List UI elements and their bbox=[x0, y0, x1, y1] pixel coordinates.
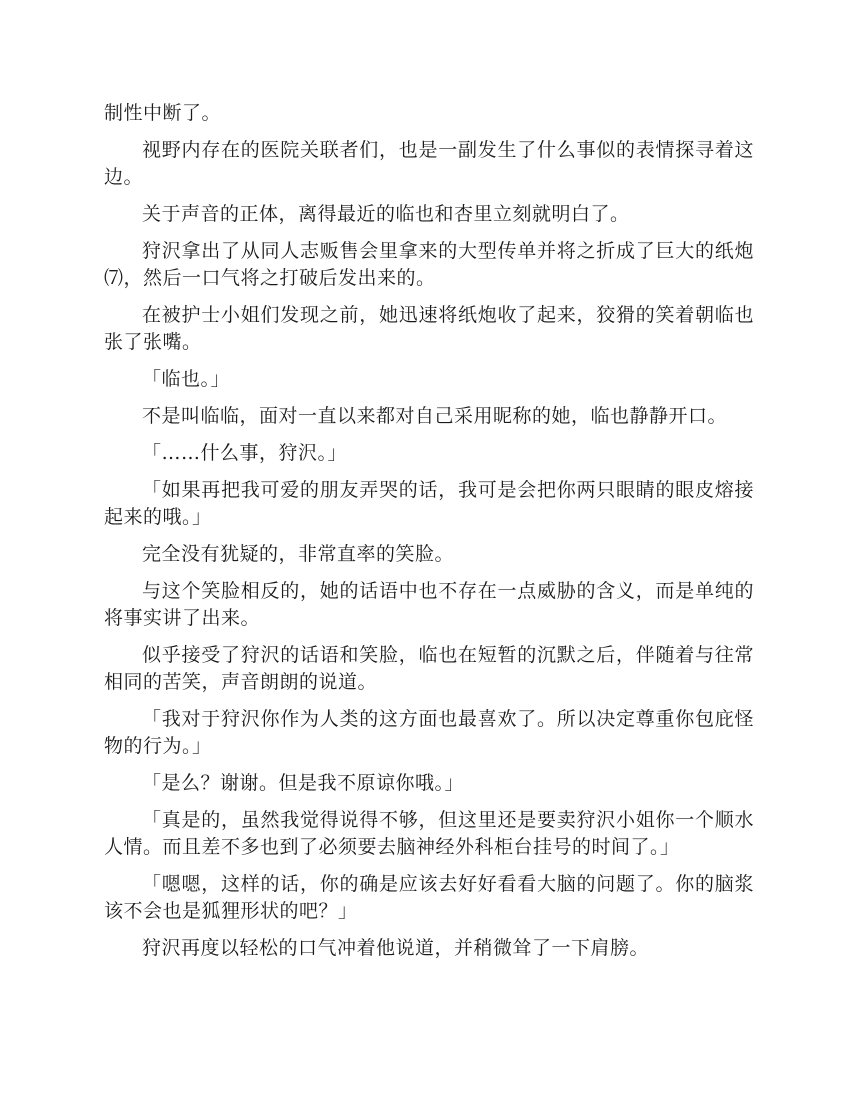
paragraph: 不是叫临临，面对一直以来都对自己采用昵称的她，临也静静开口。 bbox=[142, 405, 728, 427]
paragraph: 「真是的，虽然我觉得说得不够，但这里还是要卖狩沢小姐你一个顺水人情。而且差不多也到了必须要去脑神经外科柜台挂号的时间了。」 bbox=[104, 809, 754, 858]
body-text bbox=[104, 100, 754, 972]
paragraph: 「如果再把我可爱的朋友弄哭的话，我可是会把你两只眼睛的眼皮熔接起来的哦。」 bbox=[104, 479, 754, 528]
paragraph: 「……什么事，狩沢。」 bbox=[142, 442, 348, 464]
paragraph: 似乎接受了狩沢的话语和笑脸，临也在短暂的沉默之后，伴随着与往常相同的苦笑，声音朗朗的说道。 bbox=[104, 644, 754, 693]
paragraph: 狩沢再度以轻松的口气冲着他说道，并稍微耸了一下肩膀。 bbox=[142, 937, 650, 959]
paragraph: 狩沢拿出了从同人志贩售会里拿来的大型传单并将之折成了巨大的纸炮⑺，然后一口气将之打破后发出来的。 bbox=[104, 240, 754, 289]
paragraph: 关于声音的正体，离得最近的临也和杏里立刻就明白了。 bbox=[142, 203, 630, 225]
paragraph: 「临也。」 bbox=[142, 368, 231, 390]
paragraph: 视野内存在的医院关联者们，也是一副发生了什么事似的表情探寻着这边。 bbox=[104, 139, 754, 188]
paragraph: 与这个笑脸相反的，她的话语中也不存在一点威胁的含义，而是单纯的将事实讲了出来。 bbox=[104, 580, 754, 629]
paragraph: 完全没有犹疑的，非常直率的笑脸。 bbox=[142, 543, 455, 565]
paragraph: 「嗯嗯，这样的话，你的确是应该去好好看看大脑的问题了。你的脑浆该不会也是狐狸形状的吧？」 bbox=[104, 873, 754, 922]
paragraph: 制性中断了。 bbox=[104, 102, 222, 124]
paragraph: 「是么？谢谢。但是我不原谅你哦。」 bbox=[142, 772, 465, 794]
paragraph: 「我对于狩沢你作为人类的这方面也最喜欢了。所以决定尊重你包庇怪物的行为。」 bbox=[104, 708, 754, 757]
paragraph: 在被护士小姐们发现之前，她迅速将纸炮收了起来，狡猾的笑着朝临也张了张嘴。 bbox=[104, 304, 754, 353]
